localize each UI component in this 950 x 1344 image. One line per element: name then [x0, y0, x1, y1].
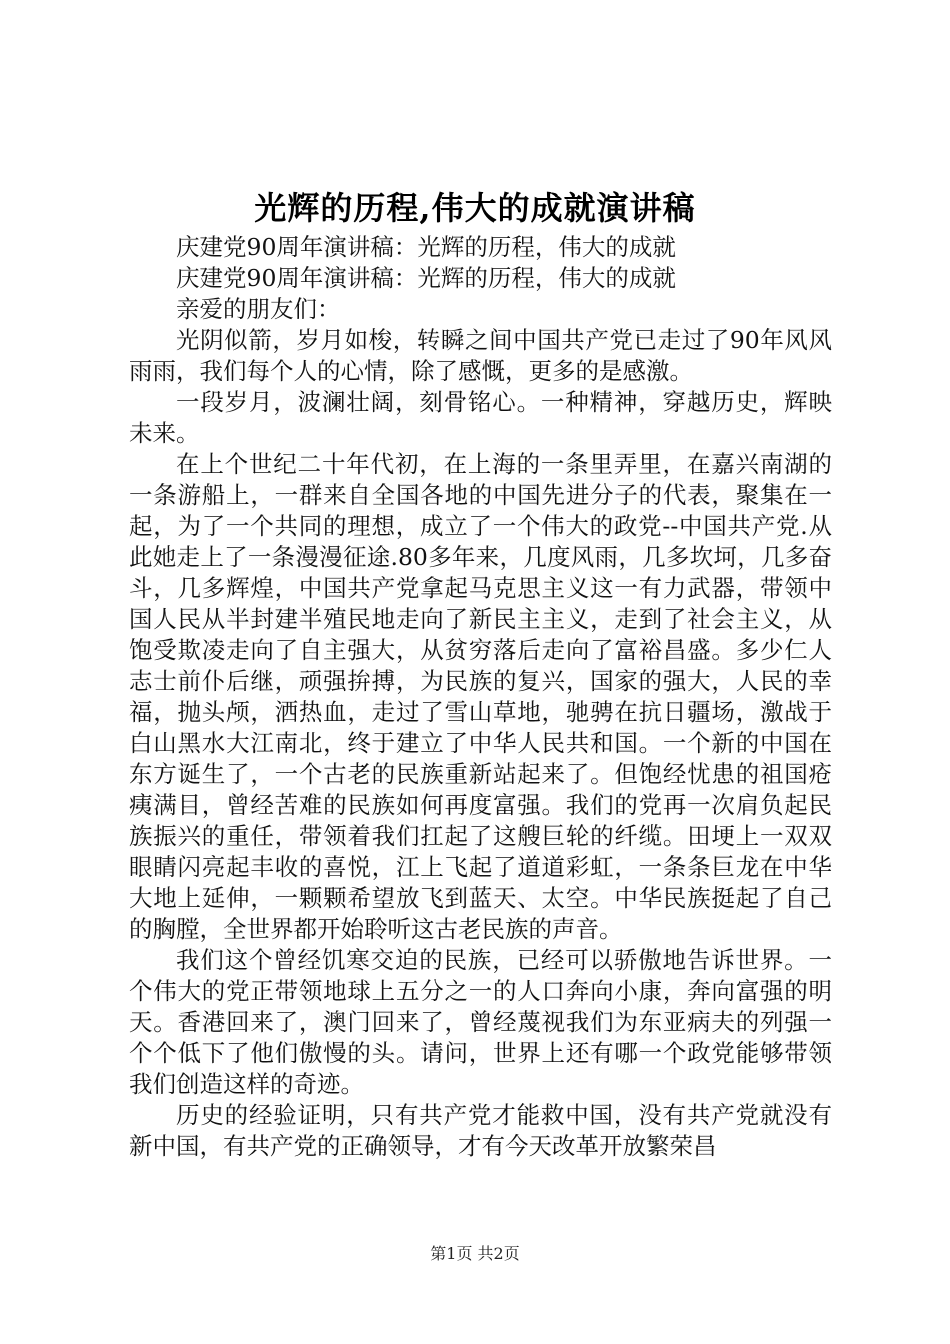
document-body	[129, 232, 832, 1162]
paragraph: 一段岁月，波澜壮阔，刻骨铭心。一种精神，穿越历史，辉映未来。	[129, 388, 832, 447]
paragraph-subtitle-2: 庆建党90周年演讲稿：光辉的历程，伟大的成就	[176, 264, 676, 292]
page-footer: 第1页 共2页	[430, 1244, 520, 1263]
paragraph: 历史的经验证明，只有共产党才能救中国，没有共产党就没有新中国，有共产党的正确领导，才有今天改革开放繁荣昌	[129, 1101, 832, 1160]
paragraph-subtitle-1: 庆建党90周年演讲稿：光辉的历程，伟大的成就	[176, 233, 676, 261]
paragraph: 我们这个曾经饥寒交迫的民族，已经可以骄傲地告诉世界。一个伟大的党正带领地球上五分之一的人口奔向小康，奔向富强的明天。香港回来了，澳门回来了，曾经蔑视我们为东亚病夫的列强一个个低下了他们傲慢的头。请问，世界上还有哪一个政党能够带领我们创造这样的奇迹。	[129, 946, 832, 1098]
paragraph: 光阴似箭，岁月如梭，转瞬之间中国共产党已走过了90年风风雨雨，我们每个人的心情，除了感慨，更多的是感激。	[129, 326, 832, 385]
paragraph: 在上个世纪二十年代初，在上海的一条里弄里，在嘉兴南湖的一条游船上，一群来自全国各地的中国先进分子的代表，聚集在一起，为了一个共同的理想，成立了一个伟大的政党--中国共产党.从此她走上了一条漫漫征途.80多年来，几度风雨，几多坎坷，几多奋斗，几多辉煌，中国共产党拿起马克思主义这一有力武器，带领中国人民从半封建半殖民地走向了新民主主义，走到了社会主义，从饱受欺凌走向了自主强大，从贫穷落后走向了富裕昌盛。多少仁人志士前仆后继，顽强拚搏，为民族的复兴，国家的强大，人民的幸福，抛头颅，洒热血，走过了雪山草地，驰骋在抗日疆场，激战于白山黑水大江南北，终于建立了中华人民共和国。一个新的中国在东方诞生了，一个古老的民族重新站起来了。但饱经忧患的祖国疮痍满目，曾经苦难的民族如何再度富强。我们的党再一次肩负起民族振兴的重任，带领着我们扛起了这艘巨轮的纤缆。田埂上一双双眼睛闪亮起丰收的喜悦，江上飞起了道道彩虹，一条条巨龙在中华大地上延伸，一颗颗希望放飞到蓝天、太空。中华民族挺起了自己的胸膛，全世界都开始聆听这古老民族的声音。	[129, 450, 832, 943]
page-title: 光辉的历程,伟大的成就演讲稿	[254, 189, 696, 227]
paragraph-greeting: 亲爱的朋友们：	[176, 295, 341, 323]
